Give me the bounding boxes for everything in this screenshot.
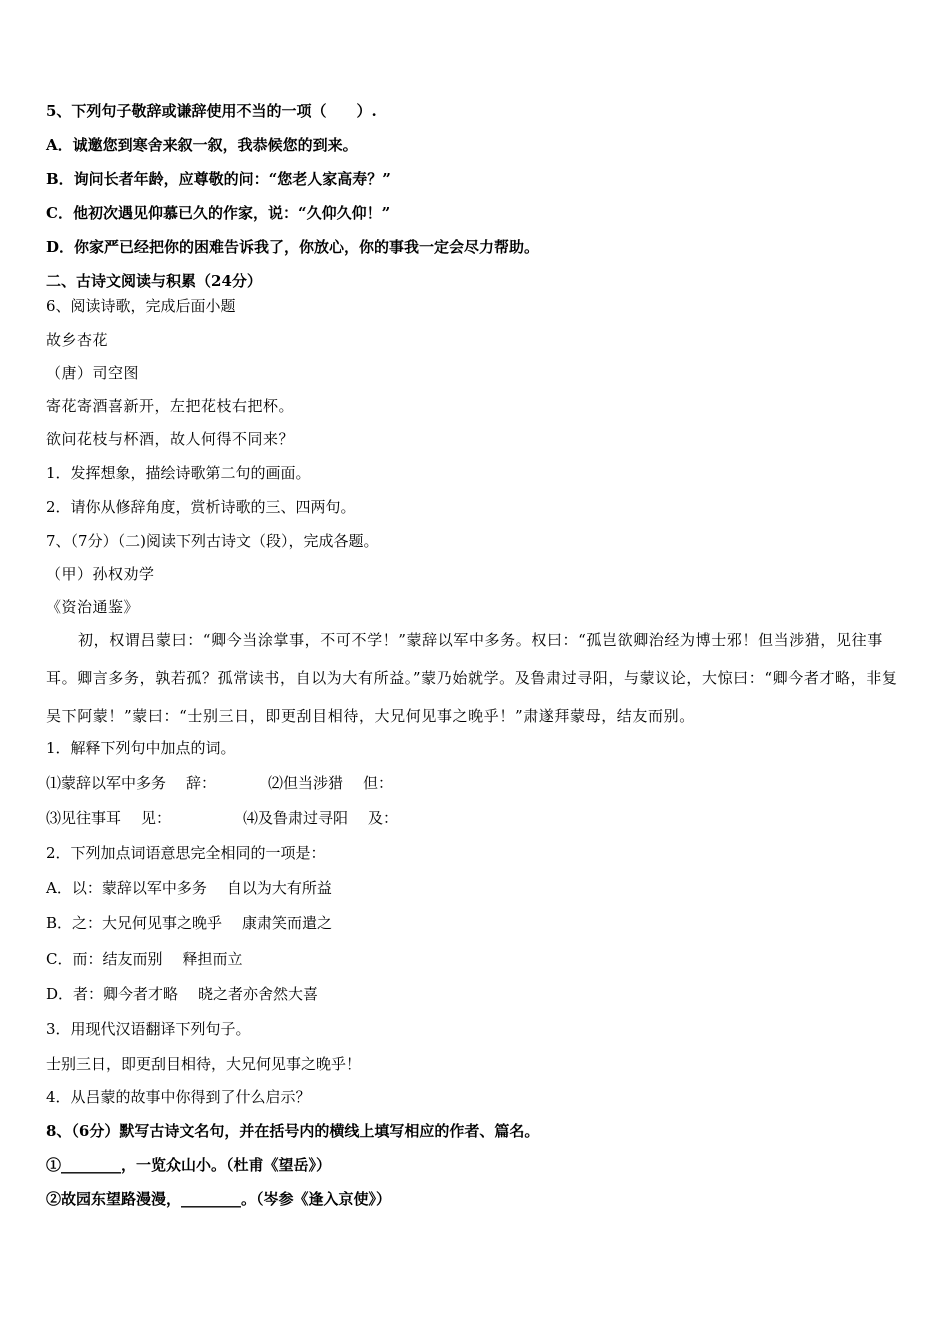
q7-sub1-stem: 1．解释下列句中加点的词。 [46, 739, 236, 757]
q8-item-1: ①________，一览众山小。（杜甫《望岳》） [46, 1156, 332, 1174]
sub1-word-4: 及： [368, 809, 399, 827]
q7-sub4-stem: 4．从吕蒙的故事中你得到了什么启示？ [46, 1088, 311, 1106]
sub1-item-2: ⑵但当涉猎 [268, 774, 344, 792]
passage-title: （甲）孙权劝学 [46, 565, 155, 583]
q7-sub2-option-a: A．以：蒙辞以军中多务 自以为大有所益 [46, 879, 332, 897]
q7-sub3-sentence: 士别三日，即更刮目相待，大兄何见事之晚乎！ [46, 1055, 362, 1073]
poem-line-1: 寄花寄酒喜新开，左把花枝右把杯。 [46, 397, 295, 415]
passage-body: 初，权谓吕蒙曰：“卿今当涂掌事，不可不学！”蒙辞以军中多务。权曰：“孤岂欲卿治经为博士邪！但当涉猎，见往事耳。卿言多务，孰若孤？孤常读书，自以为大有所益。”蒙乃始就学。及鲁肃过寻阳，与蒙议论，大惊曰：“卿今者才略，非复吴下阿蒙！”蒙曰：“士别三日，即更刮目相待，大兄何见事之晚乎！”肃遂拜蒙母，结友而别。 [46, 631, 898, 725]
q7-sub2-option-d: D．者：卿今者才略 晓之者亦舍然大喜 [46, 985, 319, 1003]
sub1-item-4: ⑷及鲁肃过寻阳 [243, 809, 349, 827]
sub1-item-1: ⑴蒙辞以军中多务 [46, 774, 167, 792]
q6-question-2: 2．请你从修辞角度，赏析诗歌的三、四两句。 [46, 498, 356, 516]
q7-sub1-row-2 [46, 808, 398, 828]
q6-stem: 6、阅读诗歌，完成后面小题 [46, 297, 236, 315]
q7-sub2-option-b: B．之：大兄何见事之晚乎 康肃笑而遣之 [46, 914, 333, 932]
q7-sub2-stem: 2．下列加点词语意思完全相同的一项是： [46, 844, 326, 862]
q5-stem: 5、下列句子敬辞或谦辞使用不当的一项（ ）. [46, 102, 377, 120]
q7-stem: 7、（7分）（二)阅读下列古诗文（段），完成各题。 [46, 532, 379, 550]
sub1-word-2: 但： [363, 774, 394, 792]
passage-source: 《资治通鉴》 [46, 598, 140, 616]
q7-sub3-stem: 3．用现代汉语翻译下列句子。 [46, 1020, 251, 1038]
poem-title: 故乡杏花 [46, 331, 109, 349]
q8-stem: 8、（6分）默写古诗文名句，并在括号内的横线上填写相应的作者、篇名。 [46, 1122, 540, 1140]
q5-option-a: A．诚邀您到寒舍来叙一叙，我恭候您的到来。 [46, 136, 358, 154]
q8-item-2: ②故园东望路漫漫，________。（岑参《逢入京使》） [46, 1190, 392, 1208]
q6-question-1: 1．发挥想象，描绘诗歌第二句的画面。 [46, 464, 311, 482]
q5-option-d: D．你家严已经把你的困难告诉我了，你放心，你的事我一定会尽力帮助。 [46, 238, 540, 256]
section-heading: 二、古诗文阅读与积累（24分） [46, 272, 262, 290]
q5-option-c: C．他初次遇见仰慕已久的作家，说：“久仰久仰！” [46, 204, 391, 222]
q7-sub1-row-1 [46, 773, 393, 793]
sub1-word-1: 辞： [186, 774, 217, 792]
sub1-item-3: ⑶见往事耳 [46, 809, 122, 827]
q5-option-b: B．询问长者年龄，应尊敬的问：“您老人家高寿？” [46, 170, 391, 188]
poem-line-2: 欲问花枝与杯酒，故人何得不同来？ [46, 430, 295, 448]
poem-author: （唐）司空图 [46, 364, 140, 382]
sub1-word-3: 见： [141, 809, 172, 827]
q7-sub2-option-c: C．而：结友而别 释担而立 [46, 950, 243, 968]
